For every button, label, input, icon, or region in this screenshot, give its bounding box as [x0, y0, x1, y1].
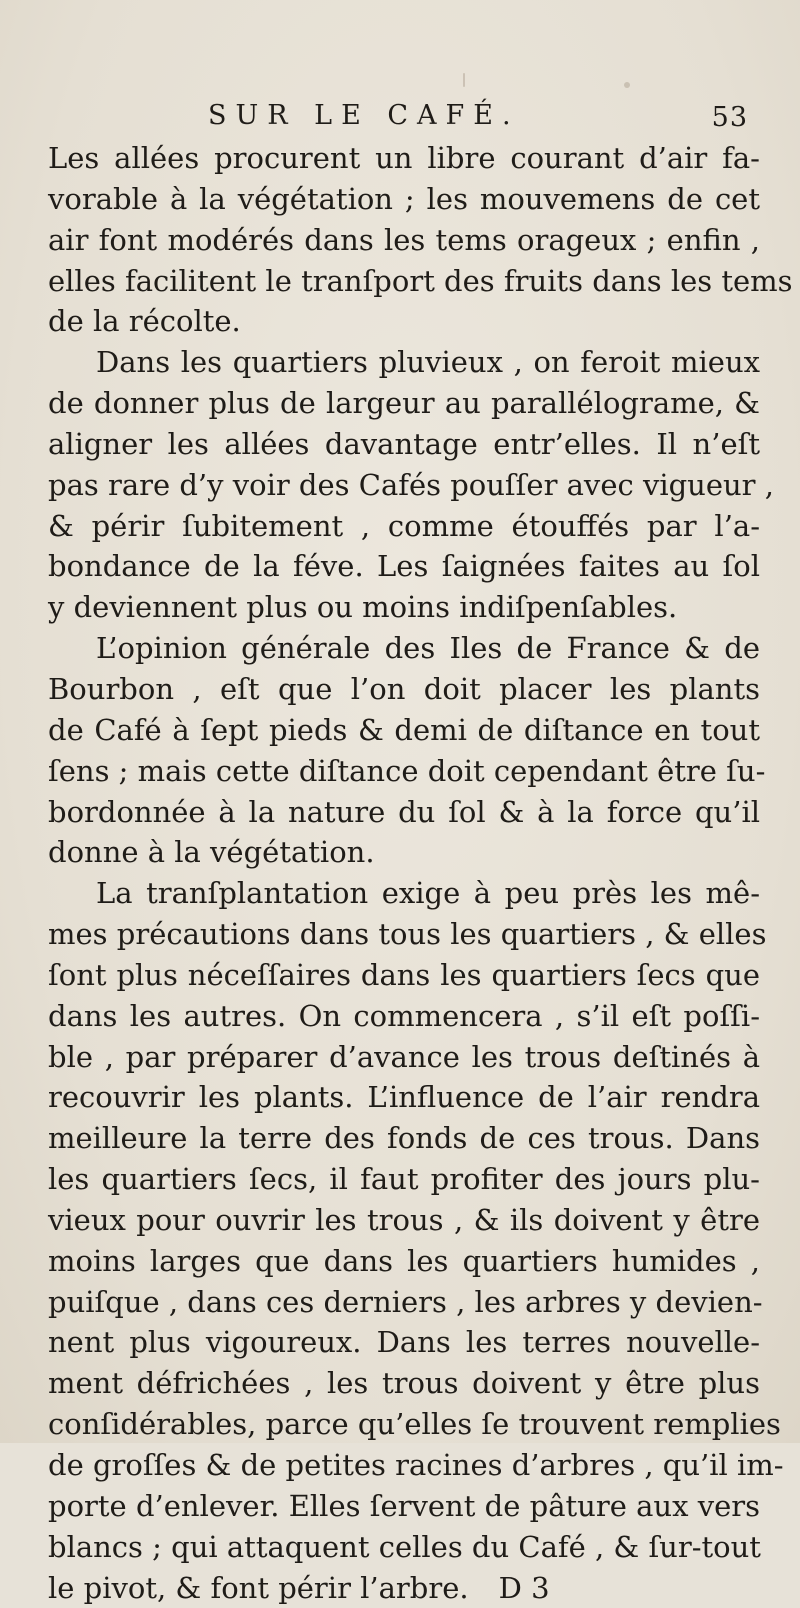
- text-line: bordonnée à la nature du ſol & à la force qu’il: [48, 794, 760, 829]
- text-line: & périr ſubitement , comme étouffés par l’a-: [48, 508, 760, 543]
- paragraph-start-line: Dans les quartiers pluvieux , on feroit mieux: [96, 345, 760, 380]
- text-line: de groſſes & de petites racines d’arbres , qu’il im-: [48, 1448, 784, 1482]
- text-line: de Café à ſept pieds & demi de diſtance en tout: [48, 712, 760, 747]
- text-line: meilleure la terre des fonds de ces trous. Dans: [48, 1121, 760, 1156]
- text-line: bondance de la féve. Les ſaignées faites au ſol: [48, 549, 760, 584]
- paragraph-start-line: La tranſplantation exige à peu près les mê-: [96, 876, 760, 911]
- paper-speck: [624, 82, 630, 88]
- text-line: ſens ; mais cette diſtance doit cependant être ſu-: [48, 753, 766, 788]
- text-line: Les allées procurent un libre courant d’air fa-: [48, 141, 760, 175]
- text-line: nent plus vigoureux. Dans les terres nouvelle-: [48, 1325, 760, 1360]
- text-line: y deviennent plus ou moins indiſpenſables.: [48, 590, 678, 625]
- text-line: puiſque , dans ces derniers , les arbres y devien-: [48, 1284, 763, 1319]
- final-line-text: le pivot, & font périr l’arbre.: [48, 1570, 469, 1605]
- text-line: de la récolte.: [48, 304, 241, 339]
- signature-mark: D 3: [498, 1570, 550, 1605]
- paper-speck: [463, 73, 465, 87]
- text-line: ſont plus néceſſaires dans les quartiers ſecs que: [48, 957, 760, 992]
- text-line: recouvrir les plants. L’influence de l’air rendra: [48, 1080, 760, 1115]
- final-line: [48, 1568, 760, 1608]
- text-line: vorable à la végétation ; les mouvemens de cet: [48, 181, 760, 216]
- text-line: Bourbon , eſt que l’on doit placer les plants: [48, 671, 760, 706]
- text-line: les quartiers ſecs, il faut profiter des jours plu-: [48, 1162, 760, 1197]
- text-line: blancs ; qui attaquent celles du Café , & ſur-tout: [48, 1529, 761, 1564]
- text-line: air font modérés dans les tems orageux ; enfin ,: [48, 222, 760, 257]
- body-text: [48, 138, 793, 1608]
- page-header: [0, 100, 800, 134]
- text-line: ble , par préparer d’avance les trous deſtinés à: [48, 1039, 760, 1074]
- paragraph-start-line: L’opinion générale des Iles de France & de: [96, 631, 760, 666]
- text-line: pas rare d’y voir des Cafés pouſſer avec vigueur ,: [48, 467, 774, 502]
- text-line: donne à la végétation.: [48, 835, 375, 870]
- text-line: elles facilitent le tranſport des fruits dans les tems: [48, 263, 793, 298]
- running-title: SUR LE CAFÉ.: [208, 100, 520, 131]
- text-line: moins larges que dans les quartiers humides ,: [48, 1243, 760, 1278]
- text-line: mes précautions dans tous les quartiers , & elles: [48, 917, 767, 952]
- text-line: dans les autres. On commencera , s’il eſt poſſi-: [48, 998, 760, 1033]
- text-line: vieux pour ouvrir les trous , & ils doivent y être: [48, 1202, 760, 1237]
- text-line: aligner les allées davantage entr’elles. Il n’eſt: [48, 426, 760, 461]
- text-line: porte d’enlever. Elles ſervent de pâture aux vers: [48, 1488, 760, 1523]
- text-line: ment défrichées , les trous doivent y être plus: [48, 1366, 760, 1401]
- page-number: 53: [711, 102, 748, 133]
- text-line: de donner plus de largeur au parallélograme, &: [48, 386, 760, 421]
- text-line: conſidérables, parce qu’elles ſe trouvent remplies: [48, 1407, 781, 1442]
